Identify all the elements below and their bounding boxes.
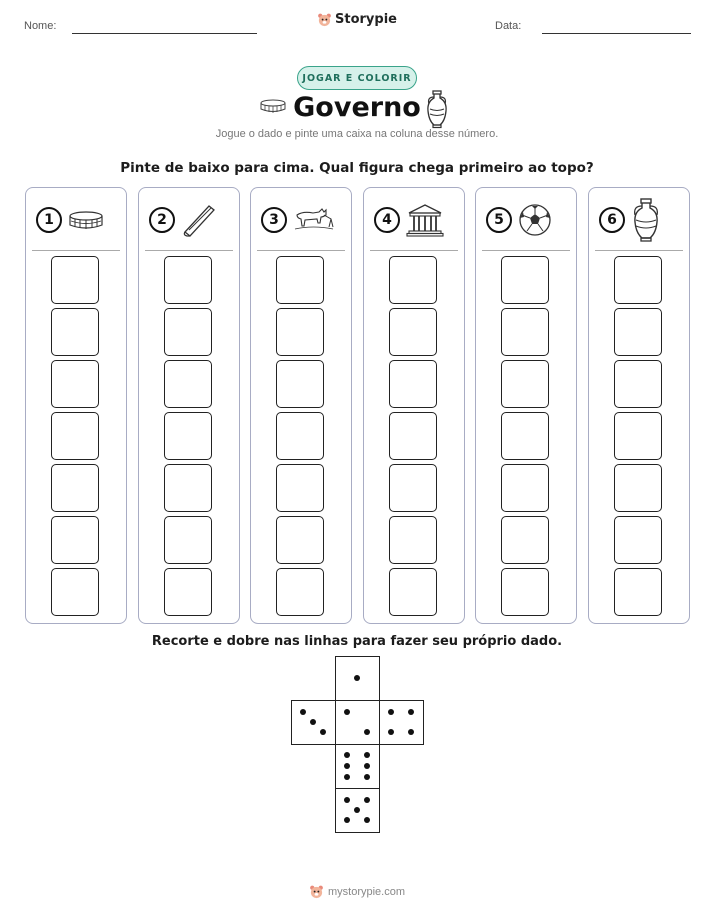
color-box[interactable] bbox=[51, 516, 99, 564]
pip bbox=[344, 752, 350, 758]
color-box[interactable] bbox=[51, 360, 99, 408]
die-face-2[interactable] bbox=[335, 700, 380, 745]
column-number: 3 bbox=[261, 207, 287, 233]
color-box[interactable] bbox=[389, 464, 437, 512]
die-face-3[interactable] bbox=[291, 700, 336, 745]
color-box[interactable] bbox=[276, 256, 324, 304]
color-box[interactable] bbox=[614, 360, 662, 408]
color-box[interactable] bbox=[51, 464, 99, 512]
brand-logo bbox=[0, 12, 714, 27]
pip bbox=[364, 752, 370, 758]
color-box[interactable] bbox=[501, 464, 549, 512]
pip bbox=[354, 807, 360, 813]
color-box[interactable] bbox=[164, 516, 212, 564]
soccer-ball-icon bbox=[518, 203, 552, 237]
color-box[interactable] bbox=[501, 568, 549, 616]
color-box[interactable] bbox=[164, 464, 212, 512]
activity-badge: JOGAR E COLORIR bbox=[297, 66, 417, 90]
color-box[interactable] bbox=[389, 256, 437, 304]
pip bbox=[354, 675, 360, 681]
pip bbox=[408, 729, 414, 735]
color-box[interactable] bbox=[389, 360, 437, 408]
colosseum-icon bbox=[68, 208, 104, 232]
instruction: Pinte de baixo para cima. Qual figura chega primeiro ao topo? bbox=[120, 160, 594, 176]
column-6 bbox=[588, 187, 690, 624]
color-box[interactable] bbox=[276, 516, 324, 564]
color-box[interactable] bbox=[501, 256, 549, 304]
color-box[interactable] bbox=[501, 516, 549, 564]
color-box[interactable] bbox=[501, 308, 549, 356]
ox-plow-icon bbox=[293, 205, 335, 235]
pip bbox=[344, 709, 350, 715]
column-number: 2 bbox=[149, 207, 175, 233]
column-divider bbox=[482, 250, 570, 251]
pip bbox=[300, 709, 306, 715]
color-box[interactable] bbox=[614, 568, 662, 616]
color-box[interactable] bbox=[164, 412, 212, 460]
name-line[interactable] bbox=[72, 33, 257, 34]
color-box[interactable] bbox=[51, 568, 99, 616]
pip bbox=[344, 797, 350, 803]
pip bbox=[388, 729, 394, 735]
color-box[interactable] bbox=[276, 360, 324, 408]
color-box[interactable] bbox=[389, 308, 437, 356]
color-box[interactable] bbox=[276, 568, 324, 616]
column-4 bbox=[363, 187, 465, 624]
subtitle: Jogue o dado e pinte uma caixa na coluna desse número. bbox=[215, 128, 499, 140]
pip bbox=[364, 817, 370, 823]
column-divider bbox=[595, 250, 683, 251]
footer-link[interactable]: mystorypie.com bbox=[327, 885, 406, 898]
pip bbox=[364, 763, 370, 769]
pip bbox=[310, 719, 316, 725]
column-number: 5 bbox=[486, 207, 512, 233]
color-box[interactable] bbox=[51, 412, 99, 460]
column-number: 1 bbox=[36, 207, 62, 233]
color-box[interactable] bbox=[51, 256, 99, 304]
column-divider bbox=[370, 250, 458, 251]
color-box[interactable] bbox=[389, 516, 437, 564]
color-box[interactable] bbox=[276, 464, 324, 512]
column-1 bbox=[25, 187, 127, 624]
column-divider bbox=[257, 250, 345, 251]
cut-instruction: Recorte e dobre nas linhas para fazer seu próprio dado. bbox=[151, 634, 563, 649]
pip bbox=[364, 774, 370, 780]
amphora-icon bbox=[424, 89, 450, 129]
date-label: Data: bbox=[495, 20, 522, 32]
column-number: 4 bbox=[374, 207, 400, 233]
column-5 bbox=[475, 187, 577, 624]
die-face-1[interactable] bbox=[335, 656, 380, 701]
color-box[interactable] bbox=[51, 308, 99, 356]
color-box[interactable] bbox=[164, 308, 212, 356]
aqueduct-icon bbox=[181, 202, 217, 238]
color-box[interactable] bbox=[501, 412, 549, 460]
column-3 bbox=[250, 187, 352, 624]
name-label: Nome: bbox=[24, 20, 57, 32]
color-box[interactable] bbox=[614, 464, 662, 512]
column-divider bbox=[145, 250, 233, 251]
die-face-4[interactable] bbox=[379, 700, 424, 745]
pip bbox=[320, 729, 326, 735]
footer bbox=[0, 884, 714, 899]
color-box[interactable] bbox=[164, 256, 212, 304]
color-box[interactable] bbox=[501, 360, 549, 408]
color-box[interactable] bbox=[389, 568, 437, 616]
die-face-5[interactable] bbox=[335, 788, 380, 833]
pip bbox=[364, 797, 370, 803]
bear-icon bbox=[309, 884, 324, 899]
column-2 bbox=[138, 187, 240, 624]
temple-icon bbox=[406, 203, 444, 237]
amphora-icon bbox=[631, 198, 661, 242]
pip bbox=[344, 817, 350, 823]
pip bbox=[364, 729, 370, 735]
color-box[interactable] bbox=[614, 516, 662, 564]
pip bbox=[408, 709, 414, 715]
color-box[interactable] bbox=[389, 412, 437, 460]
date-line[interactable] bbox=[542, 33, 691, 34]
bear-icon bbox=[317, 12, 332, 27]
color-box[interactable] bbox=[164, 360, 212, 408]
color-box[interactable] bbox=[614, 412, 662, 460]
column-divider bbox=[32, 250, 120, 251]
color-box[interactable] bbox=[276, 308, 324, 356]
pip bbox=[344, 774, 350, 780]
column-number: 6 bbox=[599, 207, 625, 233]
brand-name: Storypie bbox=[335, 12, 397, 27]
pip bbox=[344, 763, 350, 769]
color-box[interactable] bbox=[164, 568, 212, 616]
color-box[interactable] bbox=[614, 308, 662, 356]
color-box[interactable] bbox=[276, 412, 324, 460]
pip bbox=[388, 709, 394, 715]
die-face-6[interactable] bbox=[335, 744, 380, 789]
color-box[interactable] bbox=[614, 256, 662, 304]
page-title: Governo bbox=[293, 92, 421, 123]
